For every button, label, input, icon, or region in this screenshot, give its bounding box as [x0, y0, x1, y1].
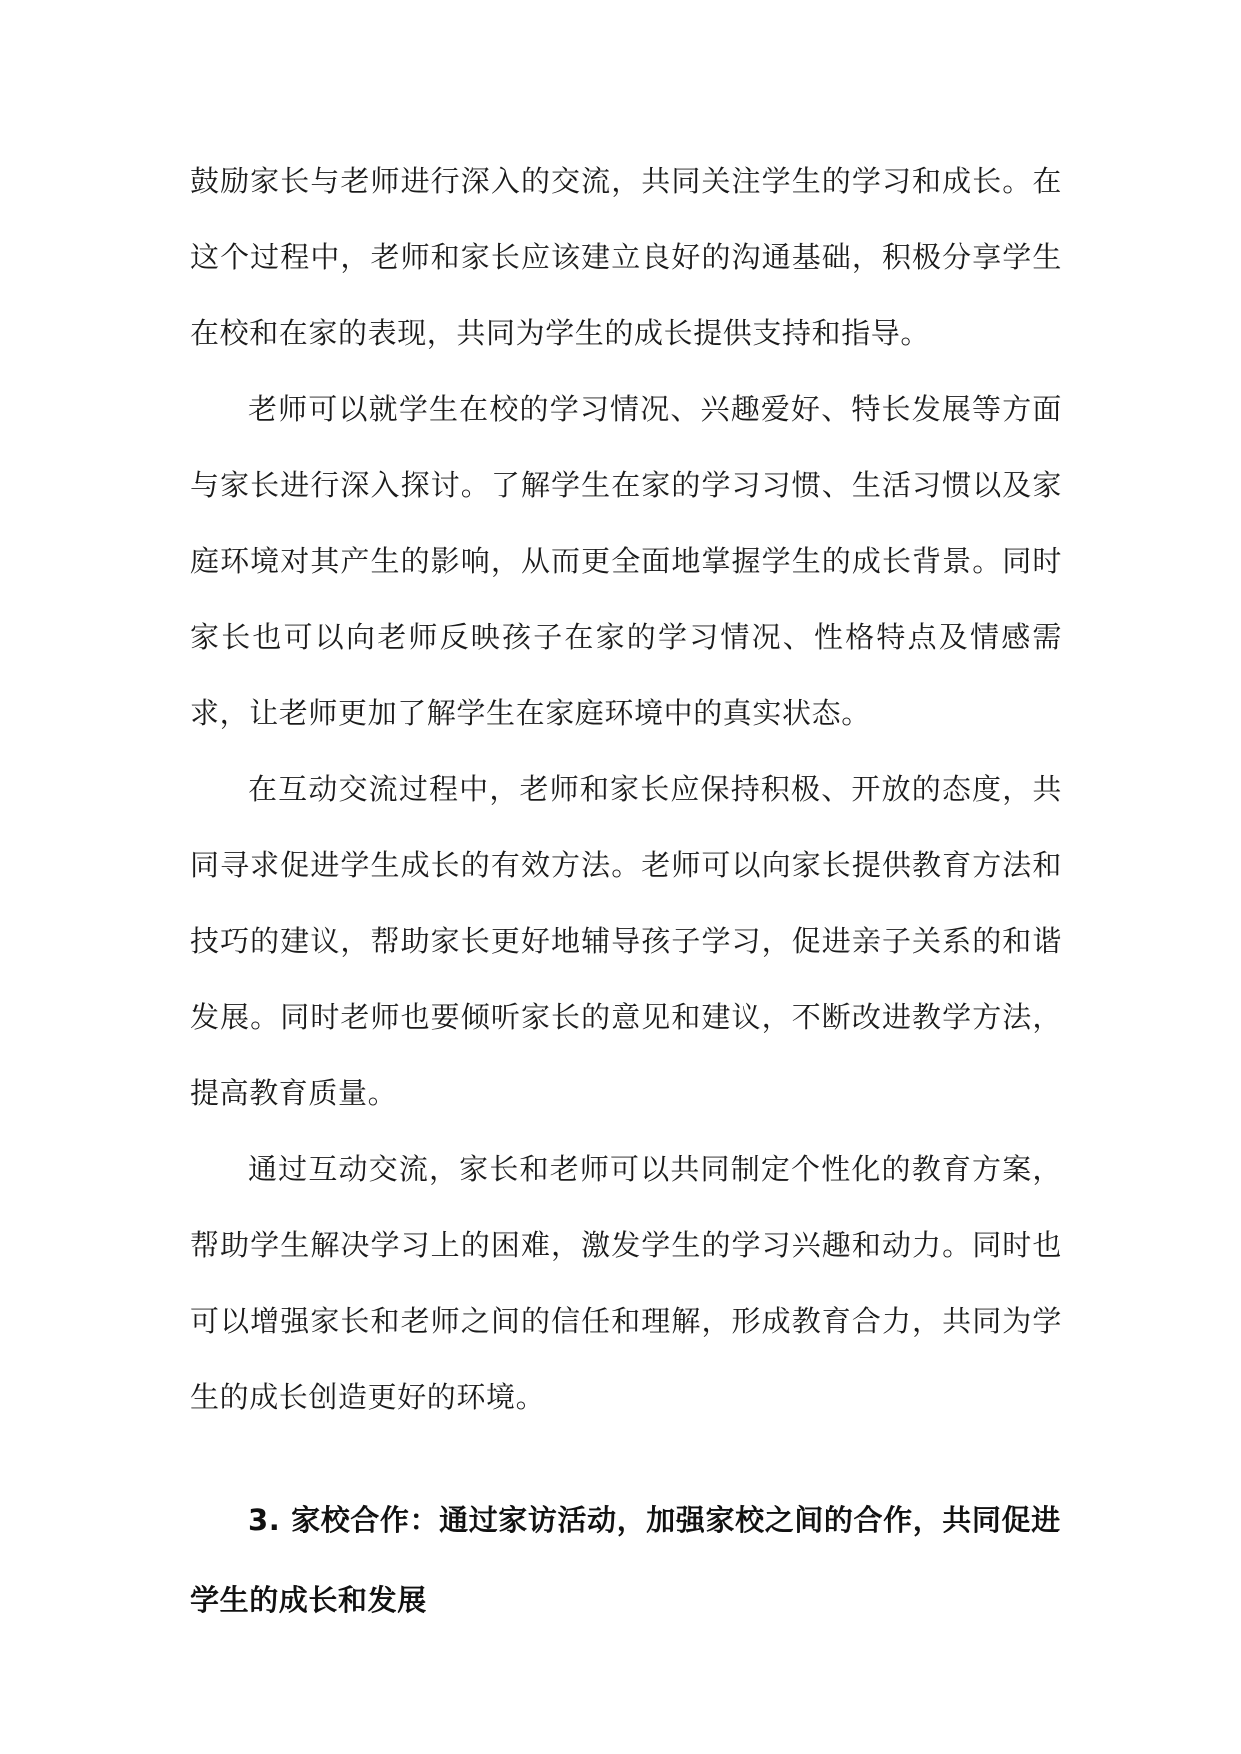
section-spacer: [190, 1435, 1062, 1480]
section-heading: 3. 家校合作：通过家访活动，加强家校之间的合作，共同促进学生的成长和发展: [190, 1503, 1061, 1617]
paragraph-personalized-plan: 通过互动交流，家长和老师可以共同制定个性化的教育方案，帮助学生解决学习上的困难，激发学生的学习兴趣和动力。同时也可以增强家长和老师之间的信任和理解，形成教育合力，共同为学生的成长创造更好的环境。: [190, 1152, 1062, 1414]
paragraph-teacher-discussion: 老师可以就学生在校的学习情况、兴趣爱好、特长发展等方面与家长进行深入探讨。了解学生在家的学习习惯、生活习惯以及家庭环境对其产生的影响，从而更全面地掌握学生的成长背景。同时家长也可以向老师反映孩子在家的学习情况、性格特点及情感需求，让老师更加了解学生在家庭环境中的真实状态。: [190, 392, 1062, 730]
paragraph-continuation: 鼓励家长与老师进行深入的交流，共同关注学生的学习和成长。在这个过程中，老师和家长应该建立良好的沟通基础，积极分享学生在校和在家的表现，共同为学生的成长提供支持和指导。: [190, 164, 1062, 350]
paragraph-interactive-exchange: 在互动交流过程中，老师和家长应保持积极、开放的态度，共同寻求促进学生成长的有效方法。老师可以向家长提供教育方法和技巧的建议，帮助家长更好地辅导孩子学习，促进亲子关系的和谐发展。同时老师也要倾听家长的意见和建议，不断改进教学方法，提高教育质量。: [190, 772, 1062, 1110]
document-body: [190, 143, 1062, 1640]
